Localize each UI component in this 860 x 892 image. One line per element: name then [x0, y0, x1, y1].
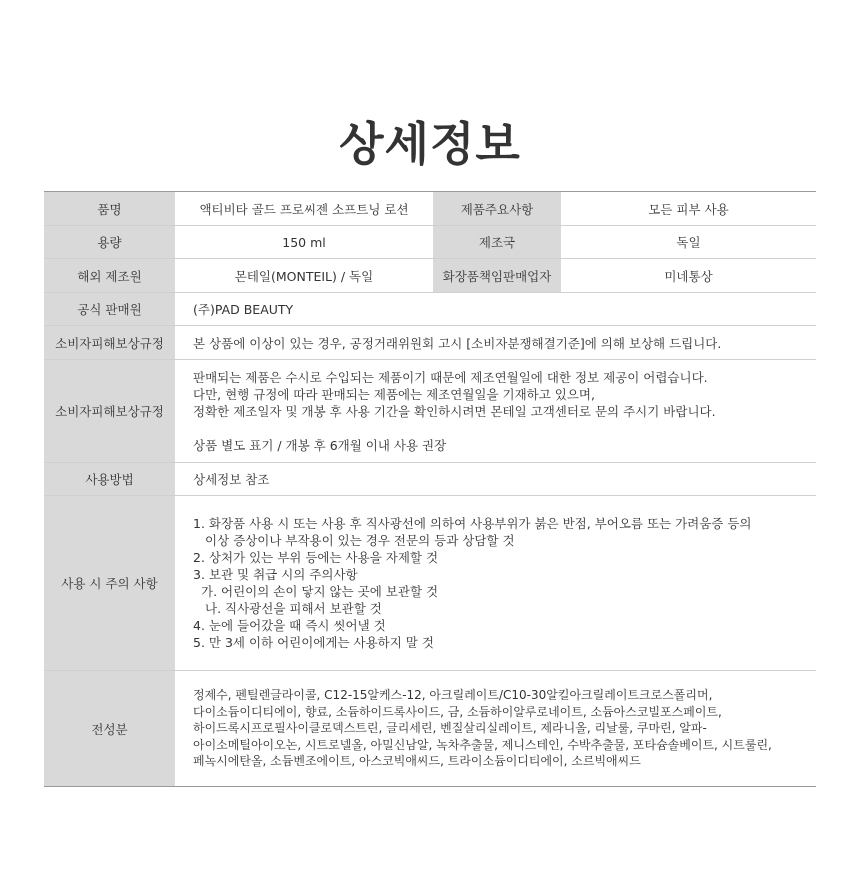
ingredients-text: 정제수, 펜틸렌글라이콜, C12-15알케스-12, 아크릴레이트/C10-30알킬아크릴레이트크로스폴리머, 다이소듐이디티에이, 향료, 소듐하이드록사이드, 금, 소듐하이알루로네이트, 소듐아스코빌포스페이트, 하이드록시프로필사이클로덱스트린, 글리세린, 벤질살리실레이트, 제라니올, 리날룰, 쿠마린, 알파-아이소메틸아이오논, 시트로넬올, 아밀신남알, 녹차추출물, 제니스테인, 수박추출물, 포타슘솔베이트, 시트룰린, 페녹시에탄올, 소듐벤조에이트, 아스코빅애씨드, 트라이소듐이디티에이, 소르빅애씨드: [193, 688, 772, 769]
value-usage: 상세정보 참조: [175, 463, 816, 496]
caution-line: 3. 보관 및 취급 시의 주의사항: [193, 567, 358, 582]
compensation-line: 판매되는 제품은 수시로 수입되는 제품이기 때문에 제조연월일에 대한 정보 제공이 어렵습니다.: [193, 369, 708, 385]
value-volume: 150 ml: [175, 226, 433, 259]
caution-line: 나. 직사광선을 피해서 보관할 것: [205, 601, 382, 616]
table-row: [44, 226, 816, 259]
label-main-spec: 제품주요사항: [433, 192, 561, 226]
table-row: [44, 360, 816, 463]
caution-line: 이상 증상이나 부작용이 있는 경우 전문의 등과 상담할 것: [205, 533, 515, 548]
product-info-table: [44, 191, 816, 787]
label-volume: 용량: [44, 226, 175, 259]
compensation-line: 다만, 현행 규정에 따라 판매되는 제품에는 제조연월일을 기재하고 있으며,: [193, 386, 595, 402]
table-row: [44, 326, 816, 360]
value-compensation-2: [175, 360, 816, 463]
caution-line: 4. 눈에 들어갔을 때 즉시 씻어낼 것: [193, 618, 386, 633]
label-compensation-1: 소비자피해보상규정: [44, 326, 175, 360]
caution-line: 가. 어린이의 손이 닿지 않는 곳에 보관할 것: [201, 584, 439, 599]
table-row: [44, 293, 816, 326]
label-country: 제조국: [433, 226, 561, 259]
compensation-line: 상품 별도 표기 / 개봉 후 6개월 이내 사용 권장: [193, 437, 447, 453]
table-row: [44, 671, 816, 787]
label-usage: 사용방법: [44, 463, 175, 496]
value-ingredients: [175, 671, 816, 787]
value-official-seller: (주)PAD BEAUTY: [175, 293, 816, 326]
page-title: 상세정보: [339, 117, 521, 171]
label-overseas-maker: 해외 제조원: [44, 259, 175, 293]
value-product-name: 액티비타 골드 프로씨젠 소프트닝 로션: [175, 192, 433, 226]
caution-line: 2. 상처가 있는 부위 등에는 사용을 자제할 것: [193, 550, 439, 565]
value-country: 독일: [561, 226, 816, 259]
caution-line: 1. 화장품 사용 시 또는 사용 후 직사광선에 의하여 사용부위가 붉은 반점, 부어오름 또는 가려움증 등의: [193, 516, 752, 531]
compensation-line: 정확한 제조일자 및 개봉 후 사용 기간을 확인하시려면 몬테일 고객센터로 문의 주시기 바랍니다.: [193, 403, 716, 419]
value-overseas-maker: 몬테일(MONTEIL) / 독일: [175, 259, 433, 293]
label-product-name: 품명: [44, 192, 175, 226]
value-caution: [175, 496, 816, 671]
table-row: [44, 496, 816, 671]
table-row: [44, 463, 816, 496]
table-row: [44, 192, 816, 226]
label-official-seller: 공식 판매원: [44, 293, 175, 326]
value-seller: 미네통상: [561, 259, 816, 293]
label-compensation-2: 소비자피해보상규정: [44, 360, 175, 463]
value-compensation-1: 본 상품에 이상이 있는 경우, 공정거래위원회 고시 [소비자분쟁해결기준]에 의해 보상해 드립니다.: [175, 326, 816, 360]
caution-line: 5. 만 3세 이하 어린이에게는 사용하지 말 것: [193, 635, 434, 650]
value-main-spec: 모든 피부 사용: [561, 192, 816, 226]
label-seller: 화장품책임판매업자: [433, 259, 561, 293]
label-caution: 사용 시 주의 사항: [44, 496, 175, 671]
table-row: [44, 259, 816, 293]
label-ingredients: 전성분: [44, 671, 175, 787]
